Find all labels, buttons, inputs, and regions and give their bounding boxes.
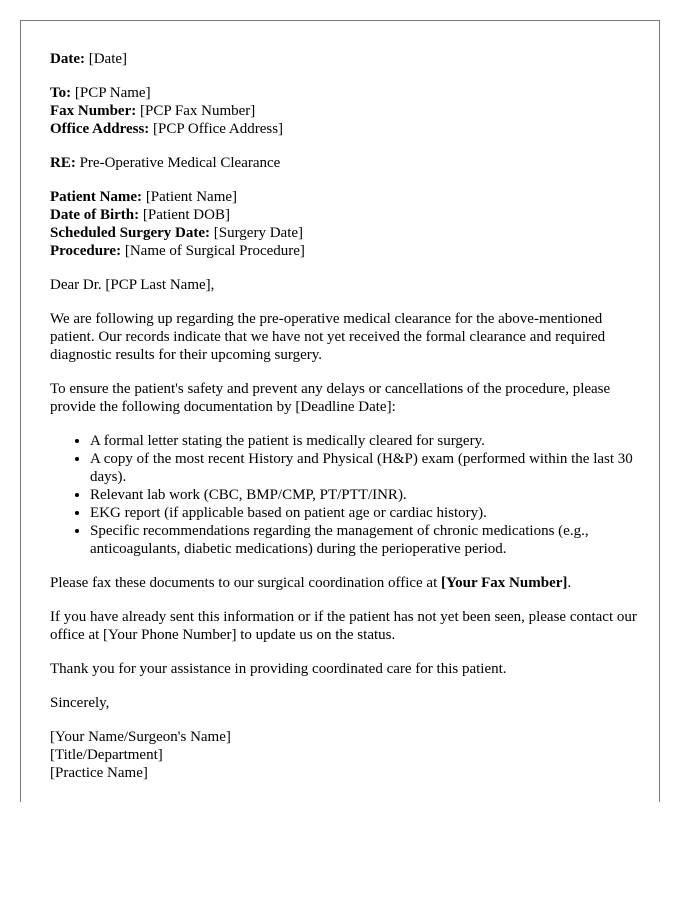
fax-label: Fax Number: — [50, 103, 137, 119]
procedure-value: [Name of Surgical Procedure] — [121, 243, 305, 259]
list-item: • Relevant lab work (CBC, BMP/CMP, PT/PTT/INR). — [90, 486, 640, 504]
re-line — [50, 154, 640, 172]
salutation: Dear Dr. [PCP Last Name], — [50, 277, 215, 293]
recipient-block — [50, 84, 640, 138]
signature-block — [50, 728, 640, 782]
patient-name-line — [50, 188, 640, 206]
requirements-list — [50, 432, 640, 558]
address-value: [PCP Office Address] — [149, 121, 284, 137]
list-item: • Specific recommendations regarding the management of chronic medications (e.g., anticoagulants, diabetic medications) during the perioperative period. — [90, 522, 640, 558]
date-value: [Date] — [84, 51, 128, 67]
signature-practice: [Practice Name] — [50, 765, 148, 781]
procedure-label: Procedure: — [50, 243, 122, 259]
paragraph-request: To ensure the patient's safety and prevent any delays or cancellations of the procedure, please provide the following documentation by [Deadline Date]: — [50, 381, 611, 415]
date-label: Date: — [50, 51, 85, 67]
fax-value: [PCP Fax Number] — [136, 103, 256, 119]
patient-name-label: Patient Name: — [50, 189, 143, 205]
letter-page — [20, 20, 660, 802]
signature-title: [Title/Department] — [50, 747, 163, 763]
paragraph-fax — [50, 574, 640, 592]
to-value: [PCP Name] — [71, 85, 151, 101]
your-fax-number: [Your Fax Number] — [441, 575, 568, 591]
list-item: • EKG report (if applicable based on patient age or cardiac history). — [90, 504, 640, 522]
date-line — [50, 50, 640, 68]
closing: Sincerely, — [50, 695, 110, 711]
paragraph-thanks: Thank you for your assistance in providing coordinated care for this patient. — [50, 661, 507, 677]
dob-label: Date of Birth: — [50, 207, 140, 223]
to-line — [50, 84, 640, 102]
re-block — [50, 154, 640, 172]
paragraph-contact: If you have already sent this information or if the patient has not yet been seen, please contact our office at [Your Phone Number] to update us on the status. — [50, 609, 637, 643]
fax-text-end: . — [567, 575, 572, 591]
list-item: • A formal letter stating the patient is medically cleared for surgery. — [90, 432, 640, 450]
address-line — [50, 120, 640, 138]
surgery-date-label: Scheduled Surgery Date: — [50, 225, 210, 241]
patient-block — [50, 188, 640, 260]
dob-line — [50, 206, 640, 224]
letter-content — [50, 50, 640, 782]
fax-line — [50, 102, 640, 120]
re-label: RE: — [50, 155, 76, 171]
paragraph-followup: We are following up regarding the pre-operative medical clearance for the above-mentioned patient. Our records indicate that we have not yet received the formal clearance and required diagnostic results for their upcoming surgery. — [50, 311, 606, 363]
dob-value: [Patient DOB] — [139, 207, 230, 223]
patient-name-value: [Patient Name] — [142, 189, 238, 205]
fax-text: Please fax these documents to our surgical coordination office at — [50, 575, 441, 591]
surgery-date-line — [50, 224, 640, 242]
address-label: Office Address: — [50, 121, 150, 137]
list-item: • A copy of the most recent History and Physical (H&P) exam (performed within the last 30 days). — [90, 450, 640, 486]
surgery-date-value: [Surgery Date] — [210, 225, 304, 241]
to-label: To: — [50, 85, 72, 101]
procedure-line — [50, 242, 640, 260]
re-value: Pre-Operative Medical Clearance — [75, 155, 281, 171]
date-block — [50, 50, 640, 68]
signature-name: [Your Name/Surgeon's Name] — [50, 729, 231, 745]
